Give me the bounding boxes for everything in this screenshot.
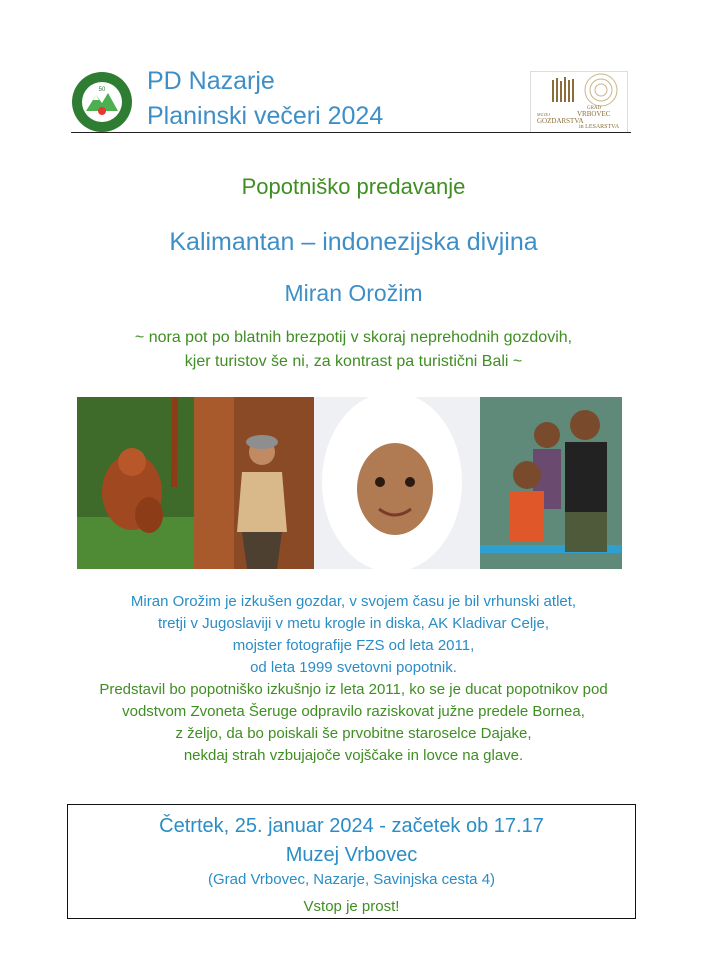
bio-line: od leta 1999 svetovni popotnik. <box>250 659 457 676</box>
miner-photo <box>194 397 314 569</box>
logo-year: 50 <box>98 87 106 93</box>
bio-line: tretji v Jugoslaviji v metu krogle in diska, AK Kladivar Celje, <box>158 615 549 632</box>
event-title: Kalimantan – indonezijska divjina <box>169 228 538 256</box>
tagline-line: kjer turistov še ni, za kontrast pa turistični Bali ~ <box>184 353 523 370</box>
tagline-line: ~ nora pot po blatnih brezpotij v skoraj neprehodnih gozdovih, <box>134 329 573 346</box>
logo-line-vrbovec: VRBOVEC <box>577 110 611 118</box>
photo-collage <box>77 397 622 569</box>
event-type: Popotniško predavanje <box>241 174 466 199</box>
logo-line-lesarstva: in LESARSTVA <box>579 124 620 130</box>
logo-line-gozdarstva: GOZDARSTVA <box>537 117 584 125</box>
children-photo <box>480 397 622 569</box>
header-divider <box>71 132 631 133</box>
bio-line: Miran Orožim je izkušen gozdar, v svojem času je bil vrhunski atlet, <box>130 593 577 610</box>
event-address: (Grad Vrbovec, Nazarje, Savinjska cesta 4) <box>207 871 496 888</box>
event-date: Četrtek, 25. januar 2024 - začetek ob 17.17 <box>159 815 544 837</box>
orangutans-photo <box>77 397 194 569</box>
event-author: Miran Orožim <box>284 280 423 306</box>
series-name: Planinski večeri 2024 <box>147 102 384 130</box>
bio-line: Predstavil bo popotniško izkušnjo iz leta 2011, ko se je ducat popotnikov pod <box>99 681 608 698</box>
bio-line: nekdaj strah vzbujajoče vojščake in lovce na glave. <box>183 747 524 764</box>
logo-line-grad: GRAD <box>587 106 602 111</box>
bio-line: mojster fotografije FZS od leta 2011, <box>232 637 475 654</box>
org-name: PD Nazarje <box>147 67 275 95</box>
bio-line: vodstvom Zvoneta Šeruge odpravilo raziskovat južne predele Bornea, <box>122 703 585 720</box>
muzej-vrbovec-logo <box>530 71 628 133</box>
speaker-bio <box>0 591 707 767</box>
event-place: Muzej Vrbovec <box>285 844 418 866</box>
header-title <box>147 64 383 134</box>
girl-headscarf-photo <box>314 397 480 569</box>
event-info-box <box>67 804 636 919</box>
logo-line-muzej: MUZEJ <box>537 112 550 117</box>
event-tagline <box>0 326 707 374</box>
pd-nazarje-logo <box>71 71 133 133</box>
event-entry: Vstop je prost! <box>303 898 400 915</box>
bio-line: z željo, da bo poiskali še prvobitne staroselce Dajake, <box>175 725 532 742</box>
